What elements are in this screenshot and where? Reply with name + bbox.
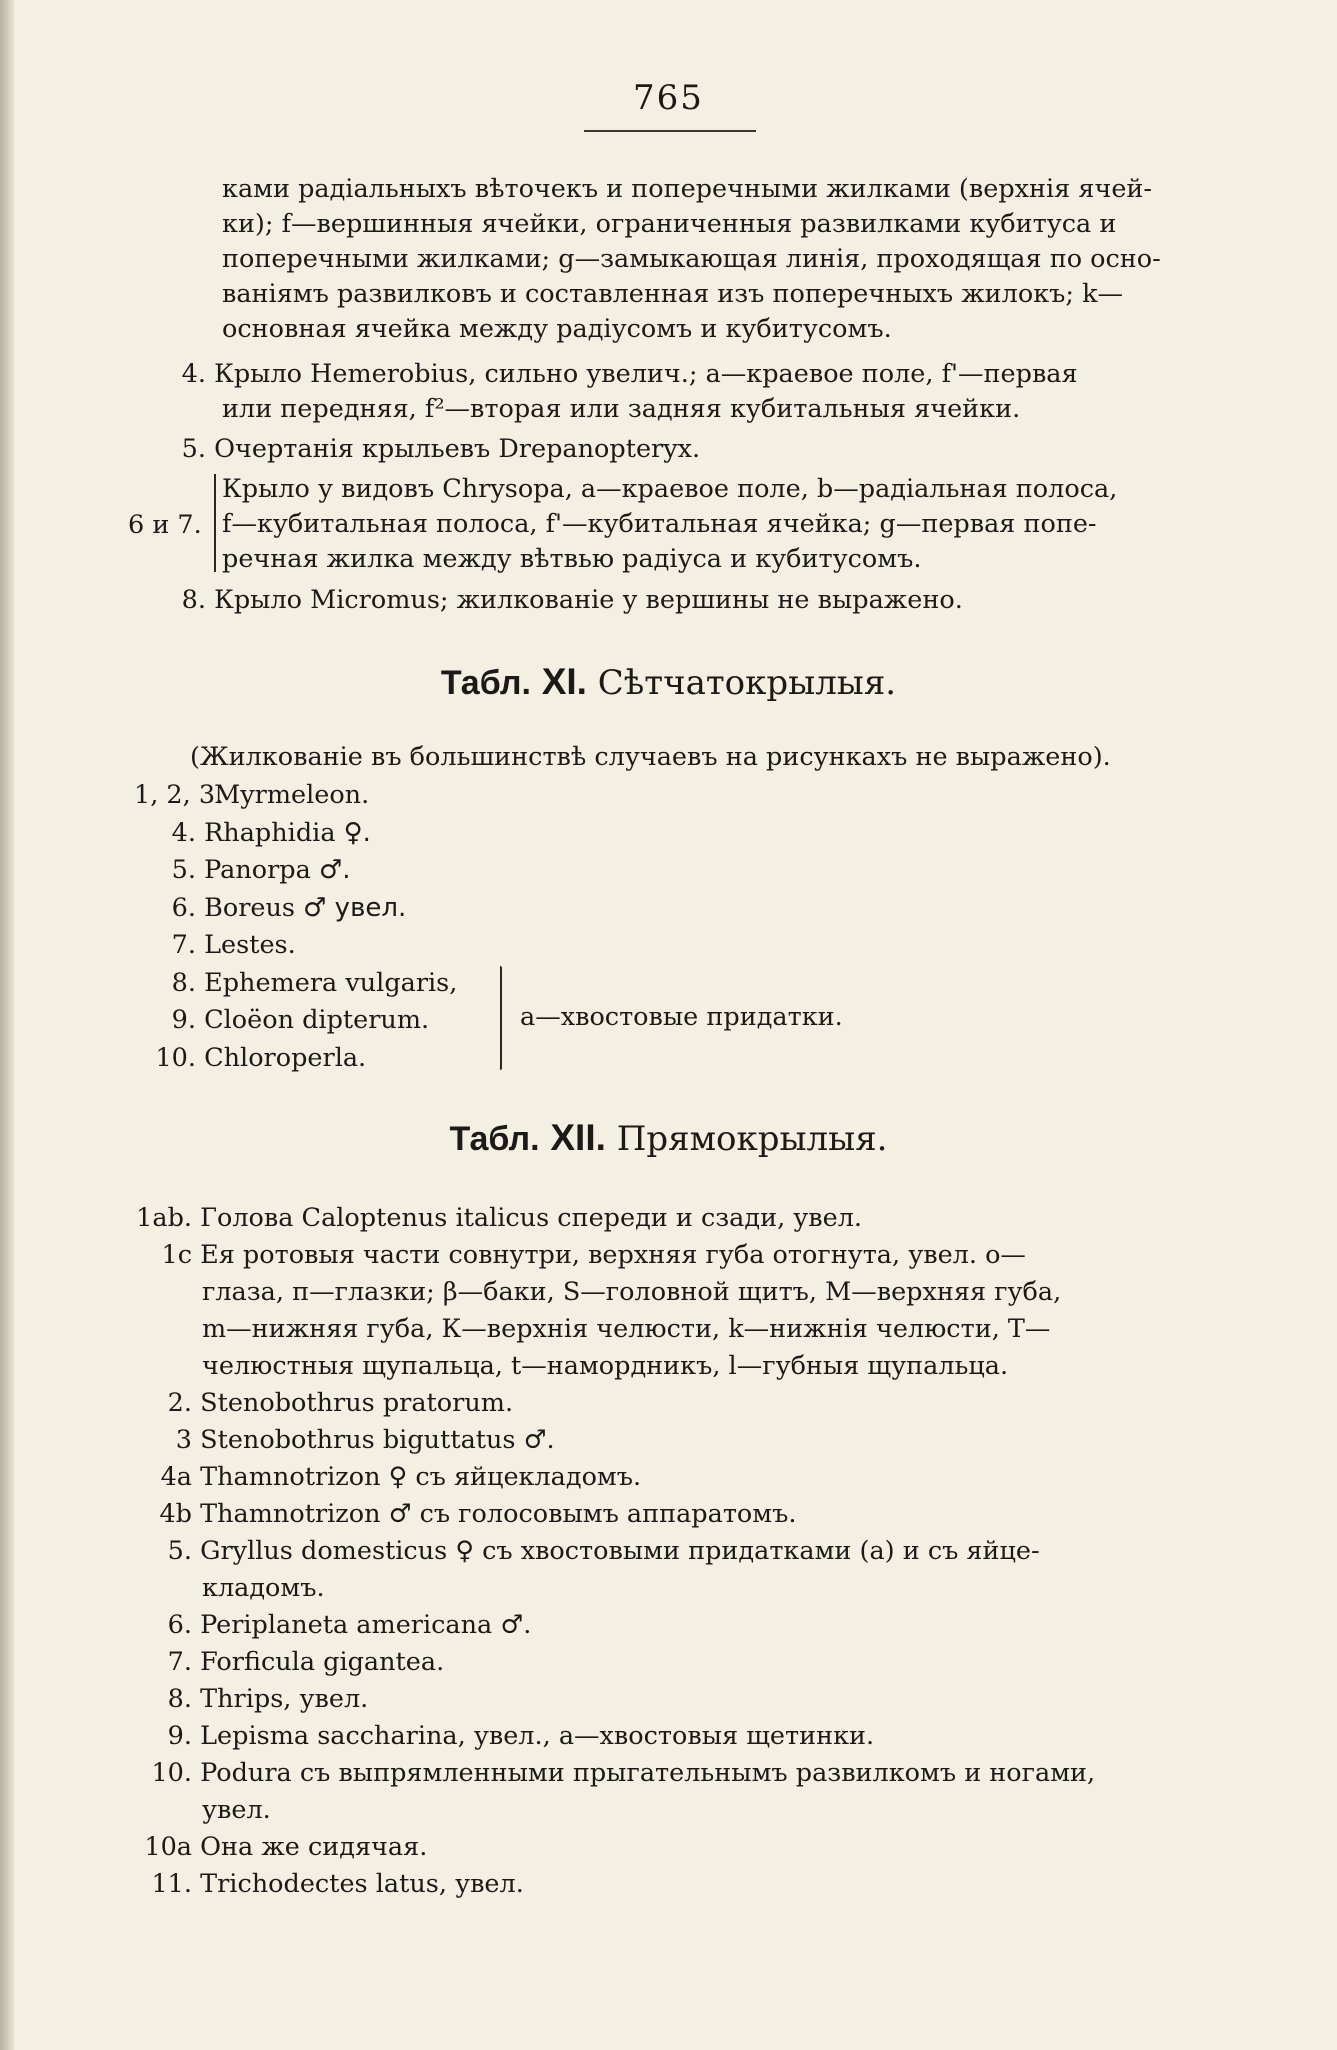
item-text: Rhaphidia <box>204 817 336 848</box>
item-number: 8. <box>171 967 196 998</box>
item-text: Chloroperla. <box>204 1042 367 1073</box>
item-number: 10. <box>155 1042 196 1073</box>
text-line: ки); f—вершинныя ячейки, ограниченныя развилками кубитуса и <box>222 209 1117 239</box>
item-text: Крыло Hemerobius, сильно увелич.; а—краевое поле, f'—первая <box>214 359 1078 389</box>
item-text: Boreus <box>204 892 295 923</box>
item-text: f—кубитальная полоса, f'—кубитальная ячейка; g—первая попе- <box>222 509 1097 539</box>
item-number: 1, 2, 3. <box>134 780 224 810</box>
item-number: 5. <box>167 1536 192 1566</box>
male-symbol: ♂. <box>318 855 351 885</box>
item-text: кладомъ. <box>202 1573 325 1603</box>
item-number: 9. <box>167 1721 192 1751</box>
item-text: Stenobothrus pratorum. <box>200 1388 514 1418</box>
list-item <box>128 508 202 543</box>
brace-note: a—хвостовые придатки. <box>520 1002 843 1032</box>
text-line: ками радіальныхъ вѣточекъ и поперечными жилками (верхнія ячей- <box>222 174 1153 204</box>
item-number: 5. <box>171 855 196 885</box>
item-text: Lepisma saccharina, увел., a—хвостовыя щетинки. <box>200 1721 875 1751</box>
item-number: 6 и 7. <box>128 510 202 540</box>
item-text: Forficula gigantea. <box>200 1647 445 1677</box>
item-number: 8. <box>167 1684 192 1714</box>
intro-paragraph <box>222 172 1161 347</box>
item-number: 9. <box>171 1005 196 1035</box>
item-text: Ея ротовыя части совнутри, верхняя губа отогнута, увел. о— <box>200 1240 1026 1270</box>
item-number: 10. <box>151 1758 192 1788</box>
item-text: Thrips, увел. <box>200 1684 369 1714</box>
list-item <box>160 583 963 618</box>
list-item <box>160 432 700 467</box>
female-symbol: ♀. <box>343 817 371 848</box>
page-number: 765 <box>633 78 704 118</box>
item-text: Gryllus domesticus ♀ съ хвостовыми придатками (a) и съ яйце- <box>200 1536 1040 1566</box>
header-rule <box>584 130 756 132</box>
item-number: 4. <box>171 817 196 848</box>
item-number: 5. <box>181 434 206 464</box>
item-text: Cloëon dipterum. <box>204 1005 430 1035</box>
item-text: или передняя, f²—вторая или задняя кубитальныя ячейки. <box>222 394 1021 424</box>
heading-title: Сѣтчатокрылыя. <box>597 663 897 703</box>
heading-title: Прямокрылыя. <box>616 1119 888 1159</box>
item-text: увел. <box>202 1795 271 1825</box>
item-text: Podura съ выпрямленными прыгательнымъ развилкомъ и ногами, <box>200 1758 1096 1788</box>
item-text: Thamnotrizon ♀ съ яйцекладомъ. <box>200 1462 642 1492</box>
item-text: Stenobothrus biguttatus ♂. <box>200 1425 555 1455</box>
group-brace <box>500 966 502 1070</box>
section-heading <box>0 660 1337 705</box>
list-item <box>160 357 1078 427</box>
item-text: речная жилка между вѣтвью радіуса и кубитусомъ. <box>222 544 922 574</box>
male-symbol: ♂ увел. <box>303 892 407 923</box>
item-text: Lestes. <box>204 930 296 960</box>
item-number: 3 <box>175 1425 192 1455</box>
text-line: ваніямъ развилковъ и составленная изъ поперечныхъ жилокъ; k— <box>222 279 1124 309</box>
heading-tab: Табл. <box>449 1120 540 1158</box>
item-text: Trichodectes latus, увел. <box>200 1869 524 1899</box>
item-text: Она же сидячая. <box>200 1832 428 1862</box>
item-number: 6. <box>167 1610 192 1640</box>
item-number: 10a <box>144 1832 192 1862</box>
heading-roman: XII. <box>550 1117 606 1158</box>
text-line: поперечными жилками; g—замыкающая линія, проходящая по осно- <box>222 244 1161 274</box>
item-text: Очертанія крыльевъ Drepanopteryx. <box>214 434 701 464</box>
item-text: Thamnotrizon ♂ съ голосовымъ аппаратомъ. <box>200 1499 797 1529</box>
item-text: Голова Caloptenus italicus спереди и сзади, увел. <box>200 1203 863 1233</box>
item-number: 8. <box>181 585 206 615</box>
item-text: Panorpa <box>204 855 311 885</box>
list-item <box>222 472 1117 577</box>
item-number: 1c <box>161 1240 192 1270</box>
item-number: 7. <box>171 930 196 960</box>
table11-list <box>134 777 457 1077</box>
text-line: основная ячейка между радіусомъ и кубитусомъ. <box>222 314 892 344</box>
item-number: 6. <box>171 892 196 923</box>
section-heading <box>0 1116 1337 1161</box>
item-text: m—нижняя губа, К—верхнія челюсти, k—нижнія челюсти, Т— <box>202 1314 1051 1344</box>
item-number: 4. <box>181 359 206 389</box>
item-number: 1ab. <box>136 1203 192 1233</box>
item-number: 11. <box>151 1869 192 1899</box>
page-edge <box>0 0 14 2050</box>
item-number: 2. <box>167 1388 192 1418</box>
item-text: челюстныя щупальца, t—намордникъ, l—губныя щупальца. <box>202 1351 1009 1381</box>
heading-roman: XI. <box>541 661 587 702</box>
item-text: Periplaneta americana ♂. <box>200 1610 532 1640</box>
item-text: глаза, п—глазки; β—баки, S—головной щитъ, М—верхняя губа, <box>202 1277 1062 1307</box>
item-number: 4b <box>159 1499 192 1529</box>
item-text: Myrmeleon. <box>214 780 370 810</box>
item-brace <box>214 474 216 572</box>
item-number: 4a <box>160 1462 192 1492</box>
item-text: Крыло Micromus; жилкованіе у вершины не выражено. <box>214 585 963 615</box>
section-note: (Жилкованіе въ большинствѣ случаевъ на рисункахъ не выражено). <box>190 742 1111 772</box>
item-text: Крыло у видовъ Chrysopa, а—краевое поле, b—радіальная полоса, <box>222 474 1118 504</box>
heading-tab: Табл. <box>440 664 531 702</box>
table12-list <box>132 1200 1095 1903</box>
item-number: 7. <box>167 1647 192 1677</box>
item-text: Ephemera vulgaris, <box>204 967 458 998</box>
